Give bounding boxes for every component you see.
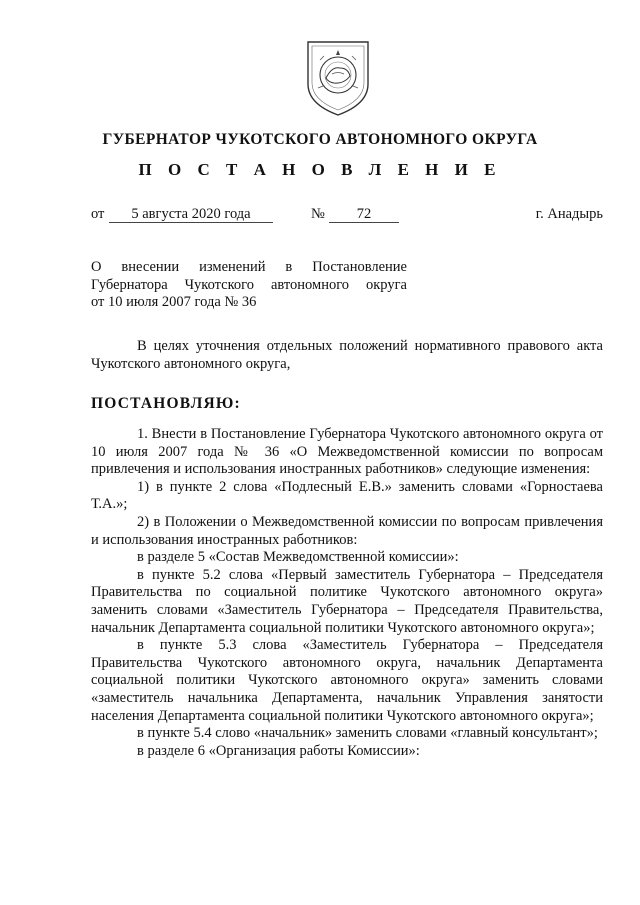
coat-of-arms-emblem-icon [304,38,372,118]
document-date: 5 августа 2020 года [109,206,273,223]
body-paragraph: в пункте 5.2 слова «Первый заместитель Губернатора – Председателя Правительства по социальной политике Чукотского автономного округа» заменить словами «Заместитель Губернатора – Председателя Правительства, начальник Департамента социальной политики Чукотского автономного округа»; [91,566,603,636]
decree-heading: ПОСТАНОВЛЯЮ: [91,395,241,412]
issuing-authority: ГУБЕРНАТОР ЧУКОТСКОГО АВТОНОМНОГО ОКРУГА [102,131,538,148]
body-paragraph: в разделе 6 «Организация работы Комиссии»: [137,742,420,759]
document-body [91,426,603,760]
subject-line: Губернатора Чукотского автономного округа [91,276,407,293]
date-prefix: от [91,206,105,222]
subject-line: О внесении изменений в Постановление [91,259,407,275]
subject-line: от 10 июля 2007 года № 36 [91,294,257,310]
document-dateline [91,206,603,226]
body-paragraph: в пункте 5.3 слова «Заместитель Губернатора – Председателя Правительства Чукотского автономного округа, начальник Департамента социальной политики Чукотского автономного округа» заменить словами «заместитель начальника Департамента, начальник Управления занятости населения Департамента социальной политики Чукотского автономного округа»; [91,637,603,724]
number-sign: № [311,206,325,222]
document-subject [91,259,407,312]
preamble-paragraph [91,337,603,373]
document-number: 72 [329,206,399,223]
body-paragraph: 1) в пункте 2 слова «Подлесный Е.В.» заменить словами «Горностаева Т.А.»; [91,478,603,513]
body-paragraph: в разделе 5 «Состав Межведомственной комиссии»: [137,549,459,566]
body-paragraph: 1. Внести в Постановление Губернатора Чукотского автономного округа от 10 июля 2007 года № 36 «О Межведомственной комиссии по вопросам привлечения и использования иностранных работников» следующие изменения: [91,426,603,478]
document-type-title: П О С Т А Н О В Л Е Н И Е [138,160,502,179]
document-city: г. Анадырь [535,206,603,222]
body-paragraph: в пункте 5.4 слово «начальник» заменить словами «главный консультант»; [137,725,598,742]
body-paragraph: 2) в Положении о Межведомственной комиссии по вопросам привлечения и использования иностранных работников: [91,513,603,548]
preamble-text: В целях уточнения отдельных положений нормативного правового акта Чукотского автономного округа, [91,338,603,372]
